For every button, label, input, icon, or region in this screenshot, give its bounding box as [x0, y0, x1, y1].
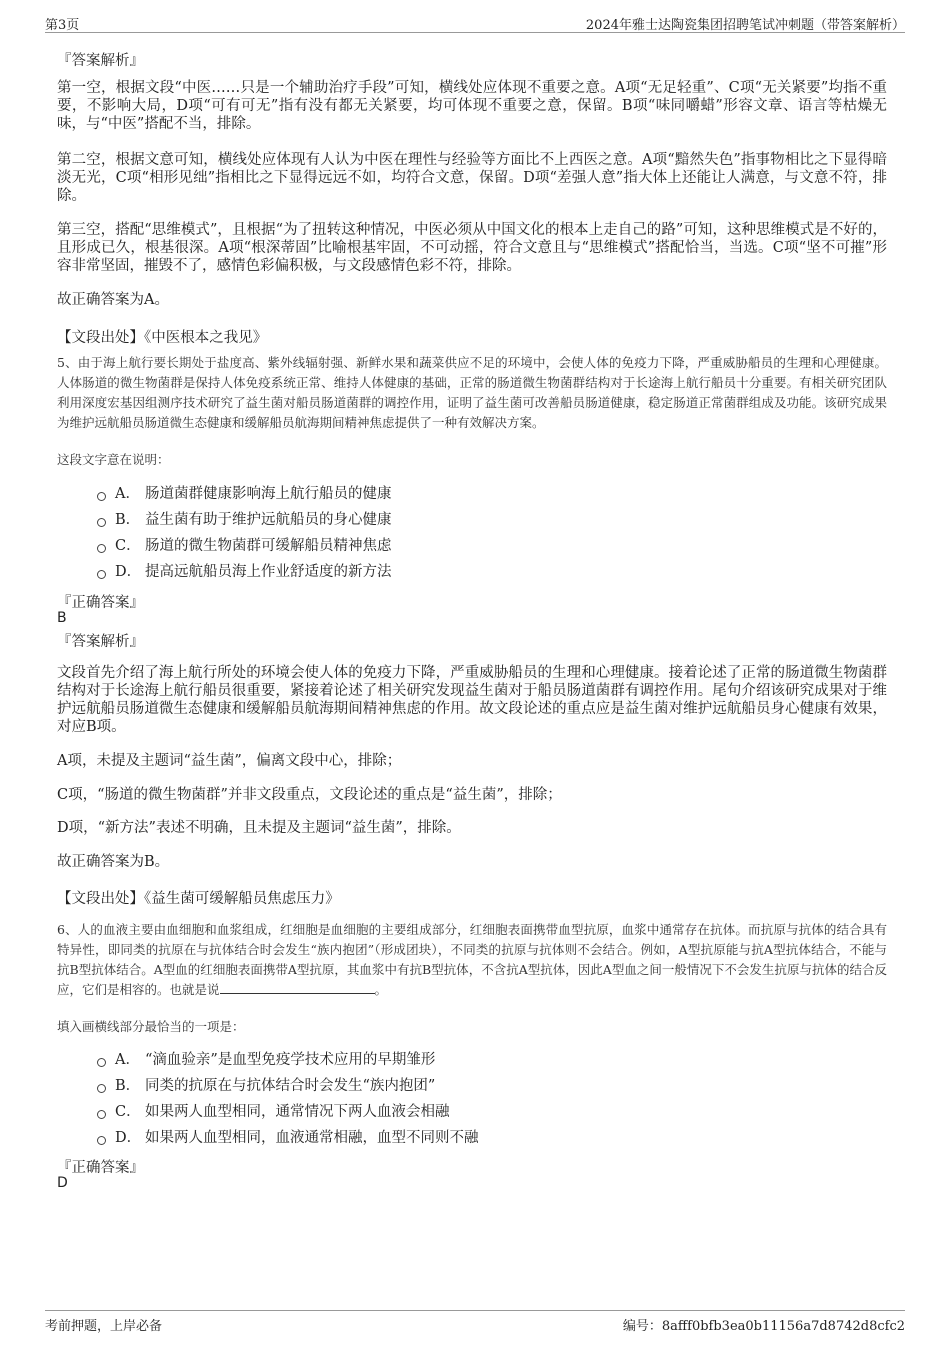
radio-icon[interactable]: [97, 570, 106, 579]
option-letter: D．: [115, 564, 142, 580]
radio-icon[interactable]: [97, 1136, 106, 1145]
q5-prompt: 这段文字意在说明：: [57, 452, 170, 467]
option-text: 提高远航船员海上作业舒适度的新方法: [145, 564, 392, 580]
q4-analysis-paragraph: 第三空，搭配“思维模式”，且根据“为了扭转这种情况，中医必须从中国文化的根本上走自己的路”可知，这种思维模式是不好的，且形成已久，根基很深。A项“根深蒂固”比喻根基牢固，不可动摇，符合文意且与“思维模式”搭配恰当，当选。C项“坚不可摧”形容非常坚固，摧毁不了，感情色彩偏积极，与文段感情色彩不符，排除。: [57, 222, 887, 274]
q4-conclusion: 故正确答案为A。: [57, 292, 169, 308]
option-letter: B．: [115, 512, 141, 528]
q6-answer: D: [57, 1175, 68, 1191]
option-text: “滴血验亲”是血型免疫学技术应用的早期雏形: [145, 1052, 436, 1068]
q5-conclusion: 故正确答案为B。: [57, 854, 170, 870]
page-footer: [45, 1310, 905, 1335]
q6-option-a[interactable]: [97, 1051, 435, 1069]
option-letter: A．: [115, 1052, 140, 1068]
q6-stem-end: 。: [374, 982, 388, 997]
footer-slogan: 考前押题，上岸必备: [45, 1319, 163, 1334]
q5-analysis-paragraph: A项，未提及主题词“益生菌”，偏离文段中心，排除；: [57, 753, 402, 769]
option-letter: B．: [115, 1078, 141, 1094]
q5-option-a[interactable]: [97, 485, 392, 503]
option-text: 益生菌有助于维护远航船员的身心健康: [145, 512, 392, 528]
q5-option-c[interactable]: [97, 537, 392, 555]
option-letter: D．: [115, 1130, 142, 1146]
option-text: 肠道菌群健康影响海上航行船员的健康: [145, 486, 392, 502]
option-letter: C．: [115, 538, 141, 554]
radio-icon[interactable]: [97, 544, 106, 553]
q5-stem: 5、由于海上航行要长期处于盐度高、紫外线辐射强、新鲜水果和蔬菜供应不足的环境中，会使人体的免疫力下降，严重威胁船员的生理和心理健康。人体肠道的微生物菌群是保持人体免疫系统正常、维持人体健康的基础，正常的肠道微生物菌群结构对于长途海上航行船员十分重要。有相关研究团队利用深度宏基因组测序技术研究了益生菌对船员肠道菌群的调控作用，证明了益生菌可改善船员肠道健康，稳定肠道正常菌群组成及功能。该研究成果为维护远航船员肠道微生态健康和缓解船员航海期间精神焦虑提供了一种有效解决方案。: [57, 355, 887, 430]
q6-option-d[interactable]: [97, 1129, 479, 1147]
q4-source: 【文段出处】《中医根本之我见》: [57, 330, 268, 346]
q5-analysis-paragraph: 文段首先介绍了海上航行所处的环境会使人体的免疫力下降，严重威胁船员的生理和心理健康。接着论述了正常的肠道微生物菌群结构对于长途海上航行船员很重要，紧接着论述了相关研究发现益生菌对于船员肠道菌群有调控作用。尾句介绍该研究成果对于维护远航船员肠道微生态健康和缓解船员航海期间精神焦虑的作用。故文段论述的重点应是益生菌对维护远航船员身心健康有效果，对应B项。: [57, 665, 887, 735]
option-letter: C．: [115, 1104, 141, 1120]
q6-option-b[interactable]: [97, 1077, 435, 1095]
q6-stem-text: 6、人的血液主要由血细胞和血浆组成，红细胞是血细胞的主要组成部分，红细胞表面携带血型抗原，血浆中通常存在抗体。而抗原与抗体的结合具有特异性，即同类的抗原在与抗体结合时会发生“族内抱团”（形成团块），不同类的抗原与抗体则不会结合。例如，A型抗原能与抗A型抗体结合，不能与抗B型抗体结合。A型血的红细胞表面携带A型抗原，其血浆中有抗B型抗体，不含抗A型抗体，因此A型血之间一般情况下不会发生抗原与抗体的结合反应，它们是相容的。也就是说: [57, 922, 887, 997]
q5-answer: B: [57, 610, 67, 626]
option-letter: A．: [115, 486, 140, 502]
q4-analysis-paragraph: 第二空，根据文意可知，横线处应体现有人认为中医在理性与经验等方面比不上西医之意。A项“黯然失色”指事物相比之下显得暗淡无光，C项“相形见绌”指相比之下显得远远不如，均符合文意，保留。D项“差强人意”指大体上还能让人满意，与文意不符，排除。: [57, 152, 887, 204]
page-header: [45, 12, 905, 33]
q5-option-b[interactable]: [97, 511, 392, 529]
document-title: 2024年雅士达陶瓷集团招聘笔试冲刺题（带答案解析）: [585, 18, 905, 33]
radio-icon[interactable]: [97, 1084, 106, 1093]
page-number: 第3页: [45, 18, 80, 33]
q4-analysis-label: 『答案解析』: [57, 53, 144, 69]
option-text: 如果两人血型相同，血液通常相融，血型不同则不融: [145, 1130, 479, 1146]
q5-source: 【文段出处】《益生菌可缓解船员焦虑压力》: [57, 891, 340, 907]
q4-analysis-paragraph: 第一空，根据文段“中医……只是一个辅助治疗手段”可知，横线处应体现不重要之意。A项“无足轻重”、C项“无关紧要”均指不重要，不影响大局，D项“可有可无”指有没有都无关紧要，均可体现不重要之意，保留。B项“味同嚼蜡”形容文章、语言等枯燥无味，与“中医”搭配不当，排除。: [57, 80, 887, 132]
q5-option-d[interactable]: [97, 563, 392, 581]
radio-icon[interactable]: [97, 1058, 106, 1067]
q6-prompt: 填入画横线部分最恰当的一项是：: [57, 1019, 245, 1034]
q6-option-c[interactable]: [97, 1103, 450, 1121]
q5-analysis-paragraph: D项，“新方法”表述不明确，且未提及主题词“益生菌”，排除。: [57, 820, 461, 836]
q5-answer-label: 『正确答案』: [57, 595, 144, 611]
q5-analysis-label: 『答案解析』: [57, 634, 144, 650]
radio-icon[interactable]: [97, 492, 106, 501]
fill-blank: [220, 981, 375, 994]
q5-analysis-paragraph: C项，“肠道的微生物菌群”并非文段重点，文段论述的重点是“益生菌”，排除；: [57, 787, 562, 803]
radio-icon[interactable]: [97, 518, 106, 527]
q6-answer-label: 『正确答案』: [57, 1160, 144, 1176]
q6-stem: [57, 920, 887, 1000]
option-text: 同类的抗原在与抗体结合时会发生“族内抱团”: [145, 1078, 436, 1094]
option-text: 如果两人血型相同，通常情况下两人血液会相融: [145, 1104, 450, 1120]
radio-icon[interactable]: [97, 1110, 106, 1119]
document-id: 编号：8afff0bfb3ea0b11156a7d8742d8cfc2: [622, 1319, 905, 1334]
option-text: 肠道的微生物菌群可缓解船员精神焦虑: [145, 538, 392, 554]
